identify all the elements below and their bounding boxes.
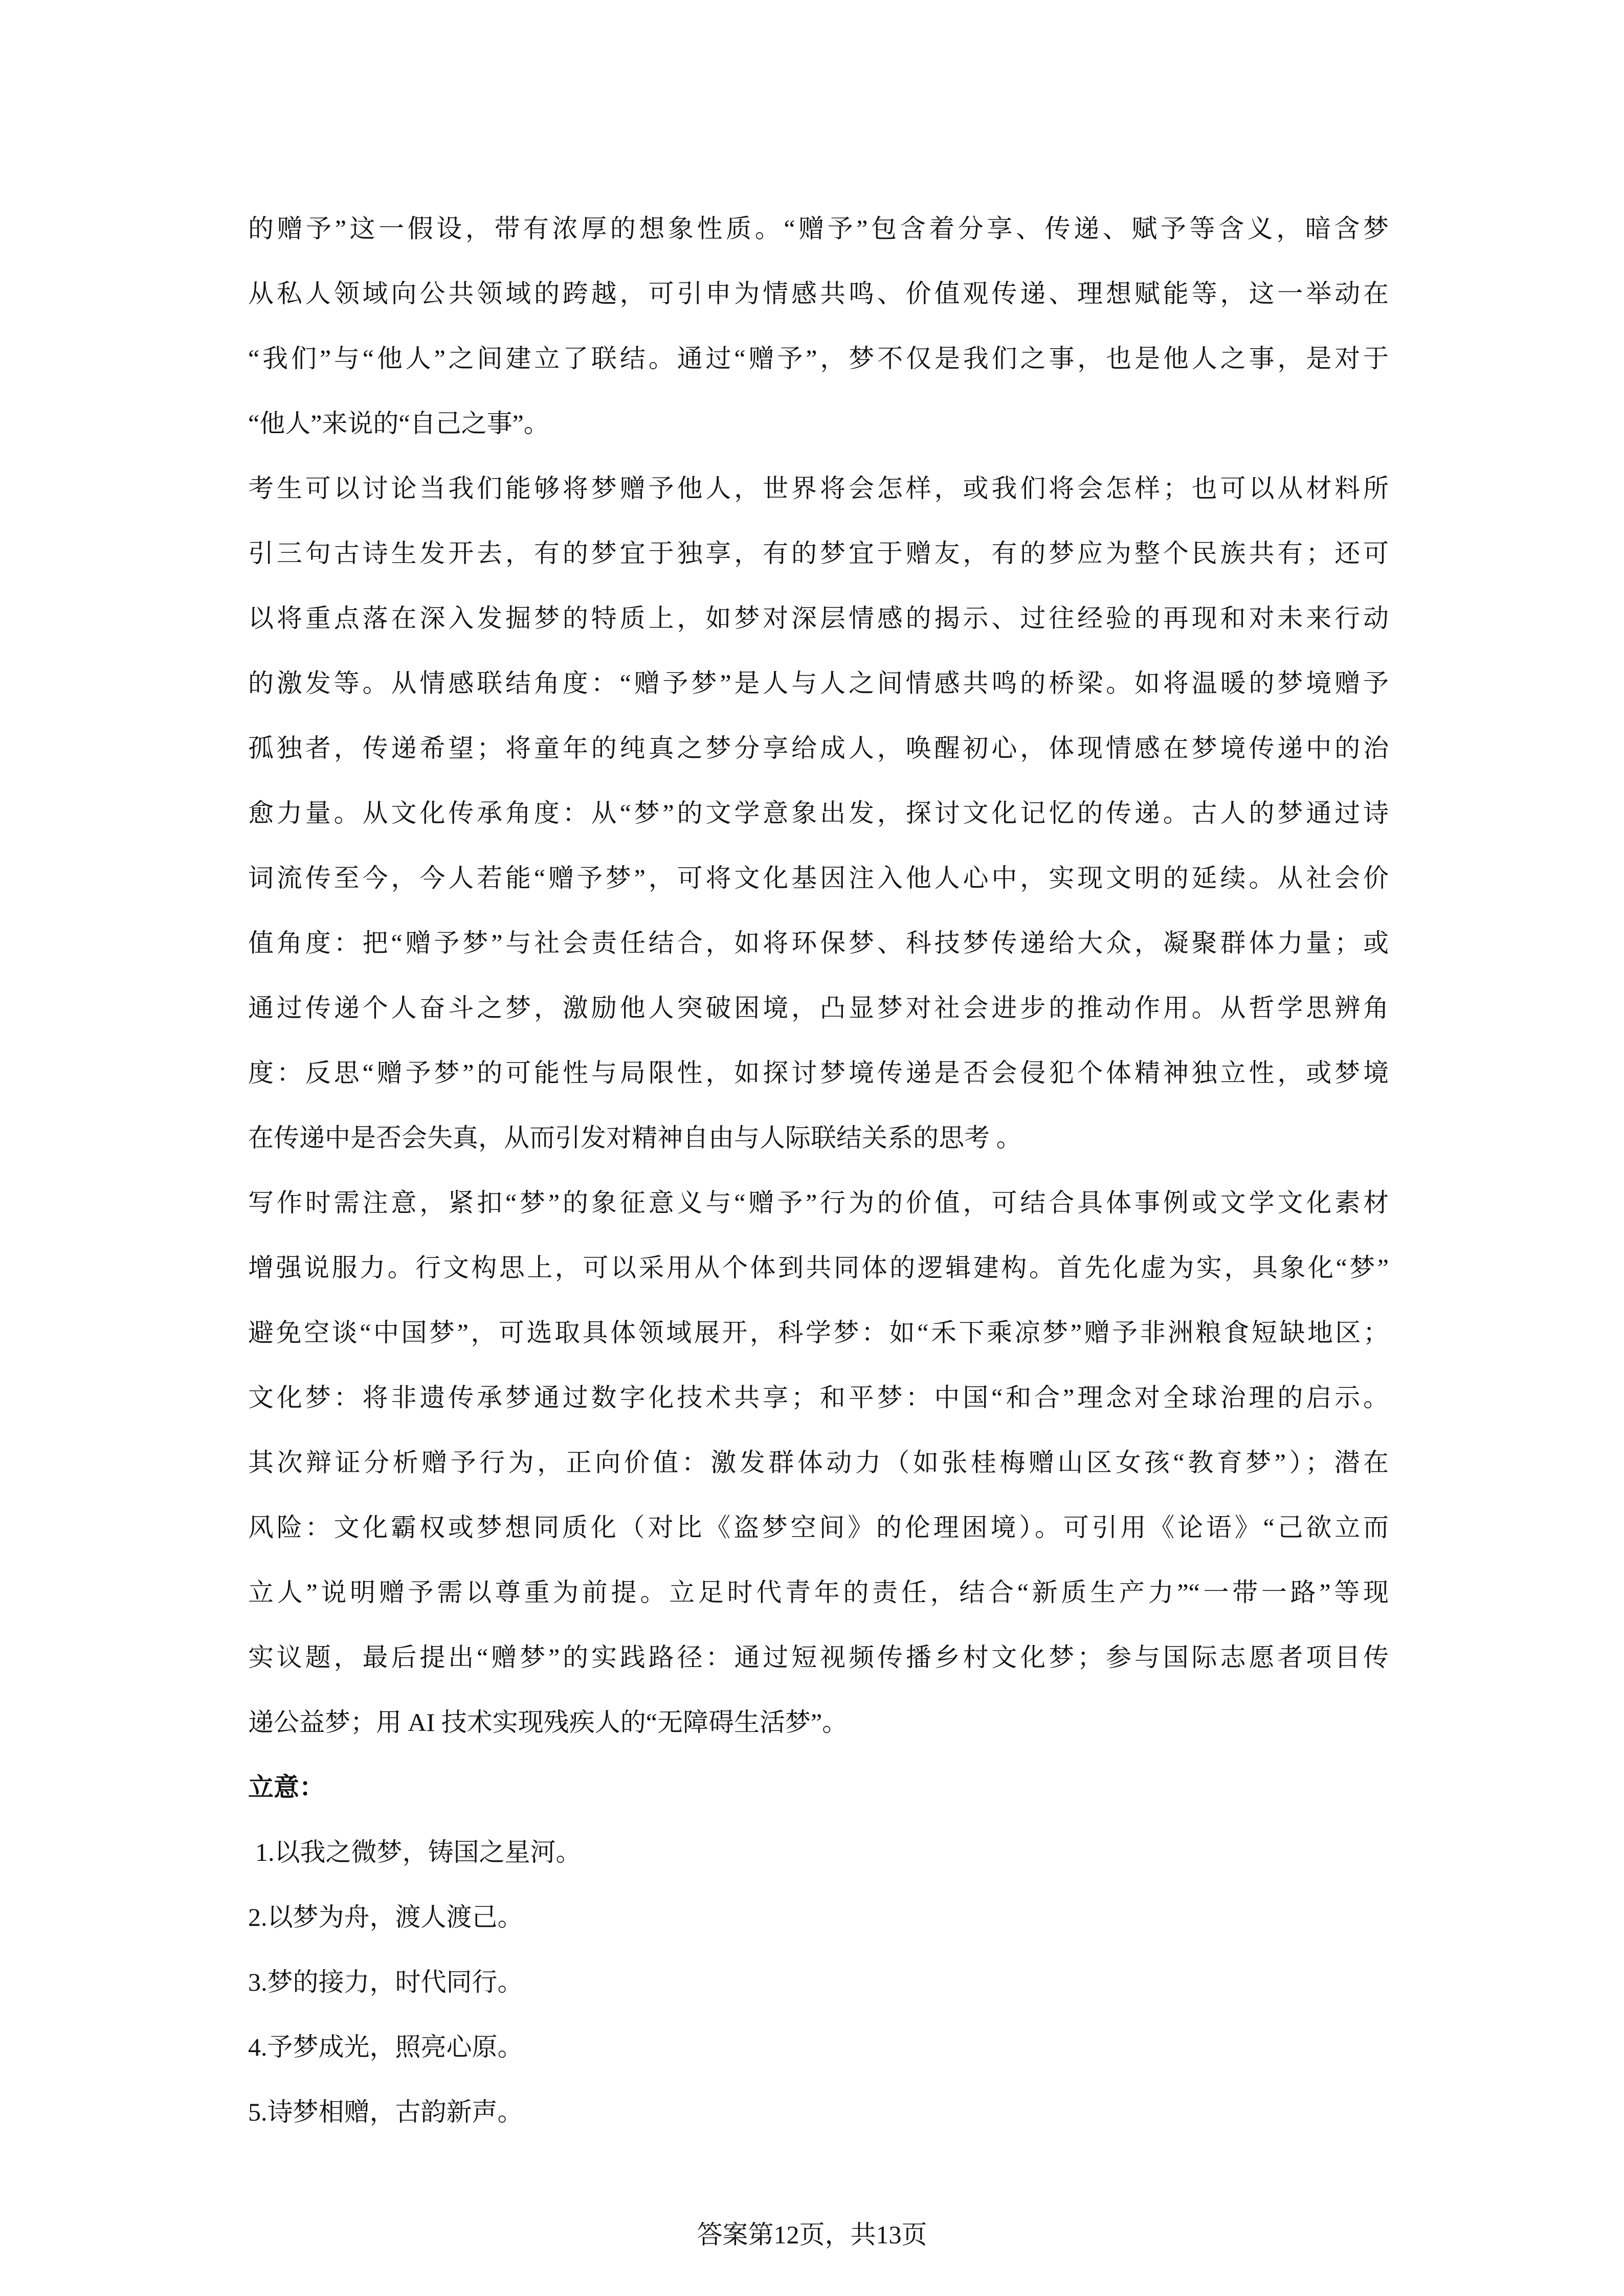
- text-line: 递公益梦；用 AI 技术实现残疾人的“无障碍生活梦”。: [248, 1708, 848, 1737]
- ideas-heading: 立意：: [248, 1773, 325, 1802]
- text-line: “他人”来说的“自己之事”。: [248, 409, 549, 438]
- answer-content: [248, 196, 1389, 2145]
- text-line: 引三句古诗生发开去，有的梦宜于独享，有的梦宜于赠友，有的梦应为整个民族共有；还可: [248, 539, 1389, 568]
- text-line: 孤独者，传递希望；将童年的纯真之梦分享给成人，唤醒初心，体现情感在梦境传递中的治: [248, 734, 1389, 762]
- idea-item: 2.以梦为舟，渡人渡己。: [248, 1903, 523, 1931]
- text-line: 立人”说明赠予需以尊重为前提。立足时代青年的责任，结合“新质生产力”“一带一路”等现: [248, 1578, 1389, 1607]
- ideas-list: [248, 1820, 1389, 2145]
- text-line: 文化梦：将非遗传承梦通过数字化技术共享；和平梦：中国“和合”理念对全球治理的启示。: [248, 1383, 1389, 1412]
- text-line: 风险：文化霸权或梦想同质化（对比《盗梦空间》的伦理困境）。可引用《论语》“己欲立而: [248, 1513, 1389, 1542]
- text-line: 的激发等。从情感联结角度：“赠予梦”是人与人之间情感共鸣的桥梁。如将温暖的梦境赠予: [248, 669, 1389, 697]
- idea-item: 5.诗梦相赠，古韵新声。: [248, 2098, 523, 2126]
- text-line: 通过传递个人奋斗之梦，激励他人突破困境，凸显梦对社会进步的推动作用。从哲学思辨角: [248, 994, 1389, 1022]
- text-line: 从私人领域向公共领域的跨越，可引申为情感共鸣、价值观传递、理想赋能等，这一举动在: [248, 279, 1389, 308]
- text-line: 以将重点落在深入发掘梦的特质上，如梦对深层情感的揭示、过往经验的再现和对未来行动: [248, 604, 1389, 633]
- text-line: 值角度：把“赠予梦”与社会责任结合，如将环保梦、科技梦传递给大众，凝聚群体力量；或: [248, 929, 1389, 957]
- idea-item: 1.以我之微梦，铸国之星河。: [255, 1838, 582, 1866]
- text-line: 增强说服力。行文构思上，可以采用从个体到共同体的逻辑建构。首先化虚为实，具象化“梦”: [248, 1253, 1389, 1282]
- text-line: 愈力量。从文化传承角度：从“梦”的文学意象出发，探讨文化记忆的传递。古人的梦通过诗: [248, 799, 1389, 827]
- text-line: 词流传至今，今人若能“赠予梦”，可将文化基因注入他人心中，实现文明的延续。从社会价: [248, 864, 1389, 892]
- analysis-paragraphs: [248, 196, 1389, 1755]
- page-footer: 答案第12页，共13页: [697, 2220, 927, 2249]
- text-line: 在传递中是否会失真，从而引发对精神自由与人际联结关系的思考 。: [248, 1123, 1022, 1152]
- text-line: 其次辩证分析赠予行为，正向价值：激发群体动力（如张桂梅赠山区女孩“教育梦”）；潜在: [248, 1448, 1389, 1477]
- text-line: 避免空谈“中国梦”，可选取具体领域展开，科学梦：如“禾下乘凉梦”赠予非洲粮食短缺地区；: [248, 1318, 1389, 1347]
- text-line: 写作时需注意，紧扣“梦”的象征意义与“赠予”行为的价值，可结合具体事例或文学文化素材: [248, 1188, 1389, 1217]
- text-line: 的赠予”这一假设，带有浓厚的想象性质。“赠予”包含着分享、传递、赋予等含义，暗含梦: [248, 214, 1389, 243]
- text-line: 实议题，最后提出“赠梦”的实践路径：通过短视频传播乡村文化梦；参与国际志愿者项目传: [248, 1643, 1389, 1672]
- idea-item: 4.予梦成光，照亮心原。: [248, 2033, 523, 2061]
- text-line: “我们”与“他人”之间建立了联结。通过“赠予”，梦不仅是我们之事，也是他人之事，是对于: [248, 344, 1389, 373]
- text-line: 考生可以讨论当我们能够将梦赠予他人，世界将会怎样，或我们将会怎样；也可以从材料所: [248, 474, 1389, 503]
- idea-item: 3.梦的接力，时代同行。: [248, 1968, 523, 1996]
- text-line: 度：反思“赠予梦”的可能性与局限性，如探讨梦境传递是否会侵犯个体精神独立性，或梦境: [248, 1059, 1389, 1087]
